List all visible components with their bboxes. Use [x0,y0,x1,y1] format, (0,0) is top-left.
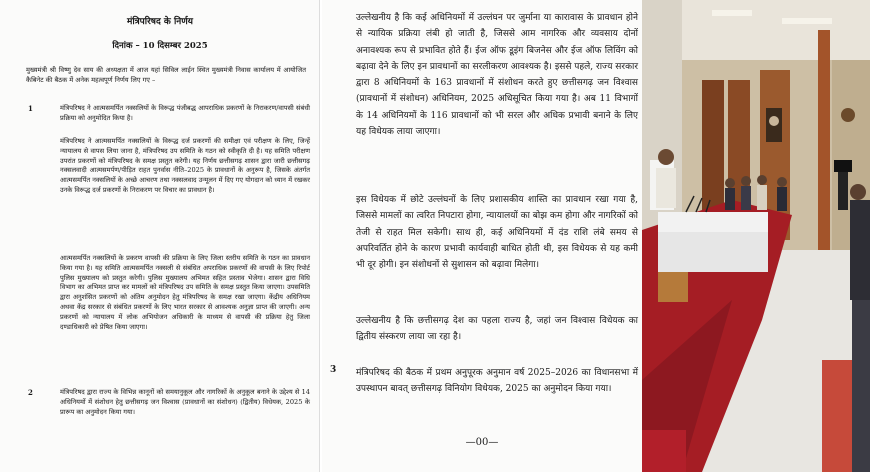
official-head [777,177,787,187]
official-body [725,188,735,210]
item-number-1: 1 [28,104,33,113]
end-mark: —00— [465,437,499,448]
wall-clock [841,108,855,122]
video-camera [834,160,852,172]
paragraph-1: उल्लेखनीय है कि कई अधिनियमों में उल्लंघन पर जुर्माना या कारावास के प्रावधान होने से न्यायिक प्रक्रिया लंबी हो जाती है, जिससे आम नागरिक और व्यवसाय दोनों अनावश्यक रूप से प्रभावित होते हैं। ईज ऑफ डूइंग बिजनेस और ईज ऑफ लिविंग को बढ़ावा देने के लिए इन प्रावधानों का सरलीकरण आवश्यक है। इससे पहले, राज्य सरकार द्वारा 8 अधिनियमों के 163 प्रावधानों में संशोधन करते हुए छत्तीसगढ़ जन विश्वास (प्रावधानों में संशोधन) अधिनियम, 2025 अधिसूचित किया गया है। अब 11 विभागों के 14 अधिनियमों के 116 प्रावधानों को भी सरल और अधिक प्रभावी बनाने के लिए यह विधेयक लाया जाएगा। [356,13,638,138]
official-head [757,175,767,185]
foreground-stool [642,430,686,472]
meeting-hall-illustration [642,0,870,472]
portrait-face [769,116,779,126]
document-page-left [0,0,320,472]
paragraph-2: इस विधेयक में छोटे उल्लंघनों के लिए प्रशासकीय शास्ति का प्रावधान रखा गया है, जिससे मामलों का त्वरित निपटारा होगा, न्यायालयों का बोझ कम होगा और नागरिकों को तेजी से राहत मिल सकेगी। साथ ही, कई अधिनियमों में दंड राशि लंबे समय से अपरिवर्तित होने के कारण प्रभावी कार्यवाही बाधित होती थी, इस विधेयक से यह कमी भी दूर होगी। इन संशोधनों से सुशासन को बढ़ावा मिलेगा। [356,195,638,271]
item-3-text: मंत्रिपरिषद की बैठक में प्रथम अनुपूरक अनुमान वर्ष 2025–2026 का विधानसभा में उपस्थापन बावत् छत्तीसगढ़ विनियोग विधेयक, 2025 का अनुमोदन किया गया। [356,368,638,395]
media-person-head [850,184,866,200]
head-table [658,212,768,232]
cabinet-meeting-photo [642,0,870,472]
document-page-right [322,0,642,472]
item-number-3: 3 [330,365,337,375]
official-body [757,185,767,210]
side-table [658,272,688,302]
media-person [850,200,870,300]
item-1-paragraph-2: आत्मसमर्पित नक्सलियों के प्रकरण वापसी की प्रक्रिया के लिए जिला स्तरीय समिति के गठन का प्रावधान किया गया है। यह समिति आत्मसमर्पित नक्सली से संबंधित अपराधिक प्रकरणों की वापसी के लिए रिपोर्ट पुलिस मुख्यालय को प्रस्तुत करेगी। पुलिस मुख्यालय अभिमत सहित प्रस्ताव भेजेगा। शासन द्वारा विधि विभाग का अभिमत प्राप्त कर मामलों को मंत्रिपरिषद उप समिति के समक्ष प्रस्तुत किया जाएगा। उपसमिति द्वारा अनुशंसित प्रकरणों को अंतिम अनुमोदन हेतु मंत्रिपरिषद के समक्ष रखा जाएगा। केंद्रीय अधिनियम अथवा केंद्र सरकार से संबंधित प्रकरणों के लिए भारत सरकार से आवश्यक अनुज्ञा प्राप्त की जाएगी। अन्य प्रकरणों को न्यायालय में लोक अभियोजन अधिकारी के माध्यम से वापसी की प्रक्रिया हेतु जिला दण्डाधिकारी को प्रेषित किया जाएगा। [60,254,310,331]
intro-paragraph: मुख्यमंत्री श्री विष्णु देव साय की अध्यक्षता में आज यहां सिविल लाईन स्थित मुख्यमंत्री निवास कार्यालय में आयोजित कैबिनेट की बैठक में अनेक महत्वपूर्ण निर्णय लिए गए – [26,66,306,84]
item-1-heading: मंत्रिपरिषद ने आत्मसमर्पित नक्सलियों के विरूद्ध पंजीबद्ध आपराधिक प्रकरणों के निराकरण/वापसी संबंधी प्रक्रिया को अनुमोदित किया है। [60,104,310,122]
paragraph-3: उल्लेखनीय है कि छत्तीसगढ़ देश का पहला राज्य है, जहां जन विश्वास विधेयक का द्वितीय संस्करण लाया जा रहा है। [356,316,638,343]
table-skirt [658,232,768,272]
item-number-2: 2 [28,388,33,397]
camera-tripod [838,170,848,210]
ceiling-light [782,18,832,24]
item-1-paragraph-1: मंत्रिपरिषद ने आत्मसमर्पित नक्सलियों के विरूद्ध दर्ज प्रकरणों की समीक्षा एवं परीक्षण के लिए, जिन्हें न्यायालय से वापस लिया जाना है, मंत्रिपरिषद उप समिति के गठन को स्वीकृति दी है। यह समिति परीक्षण उपरांत प्रकरणों को मंत्रिपरिषद के समक्ष प्रस्तुत करेगी। यह निर्णय छत्तीसगढ़ शासन द्वारा जारी छत्तीसगढ़ नक्सलवादी आत्मसमर्पण/पीड़ित राहत पुनर्वास नीति–2025 के प्रावधानों के अनुरूप है, जिसके अंतर्गत आत्मसमर्पित नक्सलियों के अच्छे आचरण तथा नक्सलवाद उन्मूलन में दिए गए योगदान को ध्यान में रखकर उनके विरूद्ध दर्ज प्रकरणों के निराकरण पर विचार का प्रावधान है। [60,137,310,194]
item-2-text: मंत्रिपरिषद द्वारा राज्य के विभिन्न कानूनों को समयानुकूल और नागरिकों के अनुकूल बनाने के उद्देश्य से 14 अधिनियमों में संशोधन हेतु छत्तीसगढ़ जन विश्वास (प्रावधानों का संशोधन) (द्वितीय) विधेयक, 2025 के प्रारूप का अनुमोदन किया गया। [60,388,310,416]
speaker-head [658,149,674,165]
date-line: दिनांक – 10 दिसम्बर 2025 [112,41,208,51]
foreground-chair [822,360,852,472]
speaker-body [656,168,676,208]
ceiling-light [712,10,752,16]
official-head [725,178,735,188]
media-person-legs [852,300,870,472]
page-title: मंत्रिपरिषद के निर्णय [126,17,194,27]
official-body [777,187,787,211]
official-head [741,176,751,186]
pillar [818,30,830,260]
official-body [741,186,751,210]
